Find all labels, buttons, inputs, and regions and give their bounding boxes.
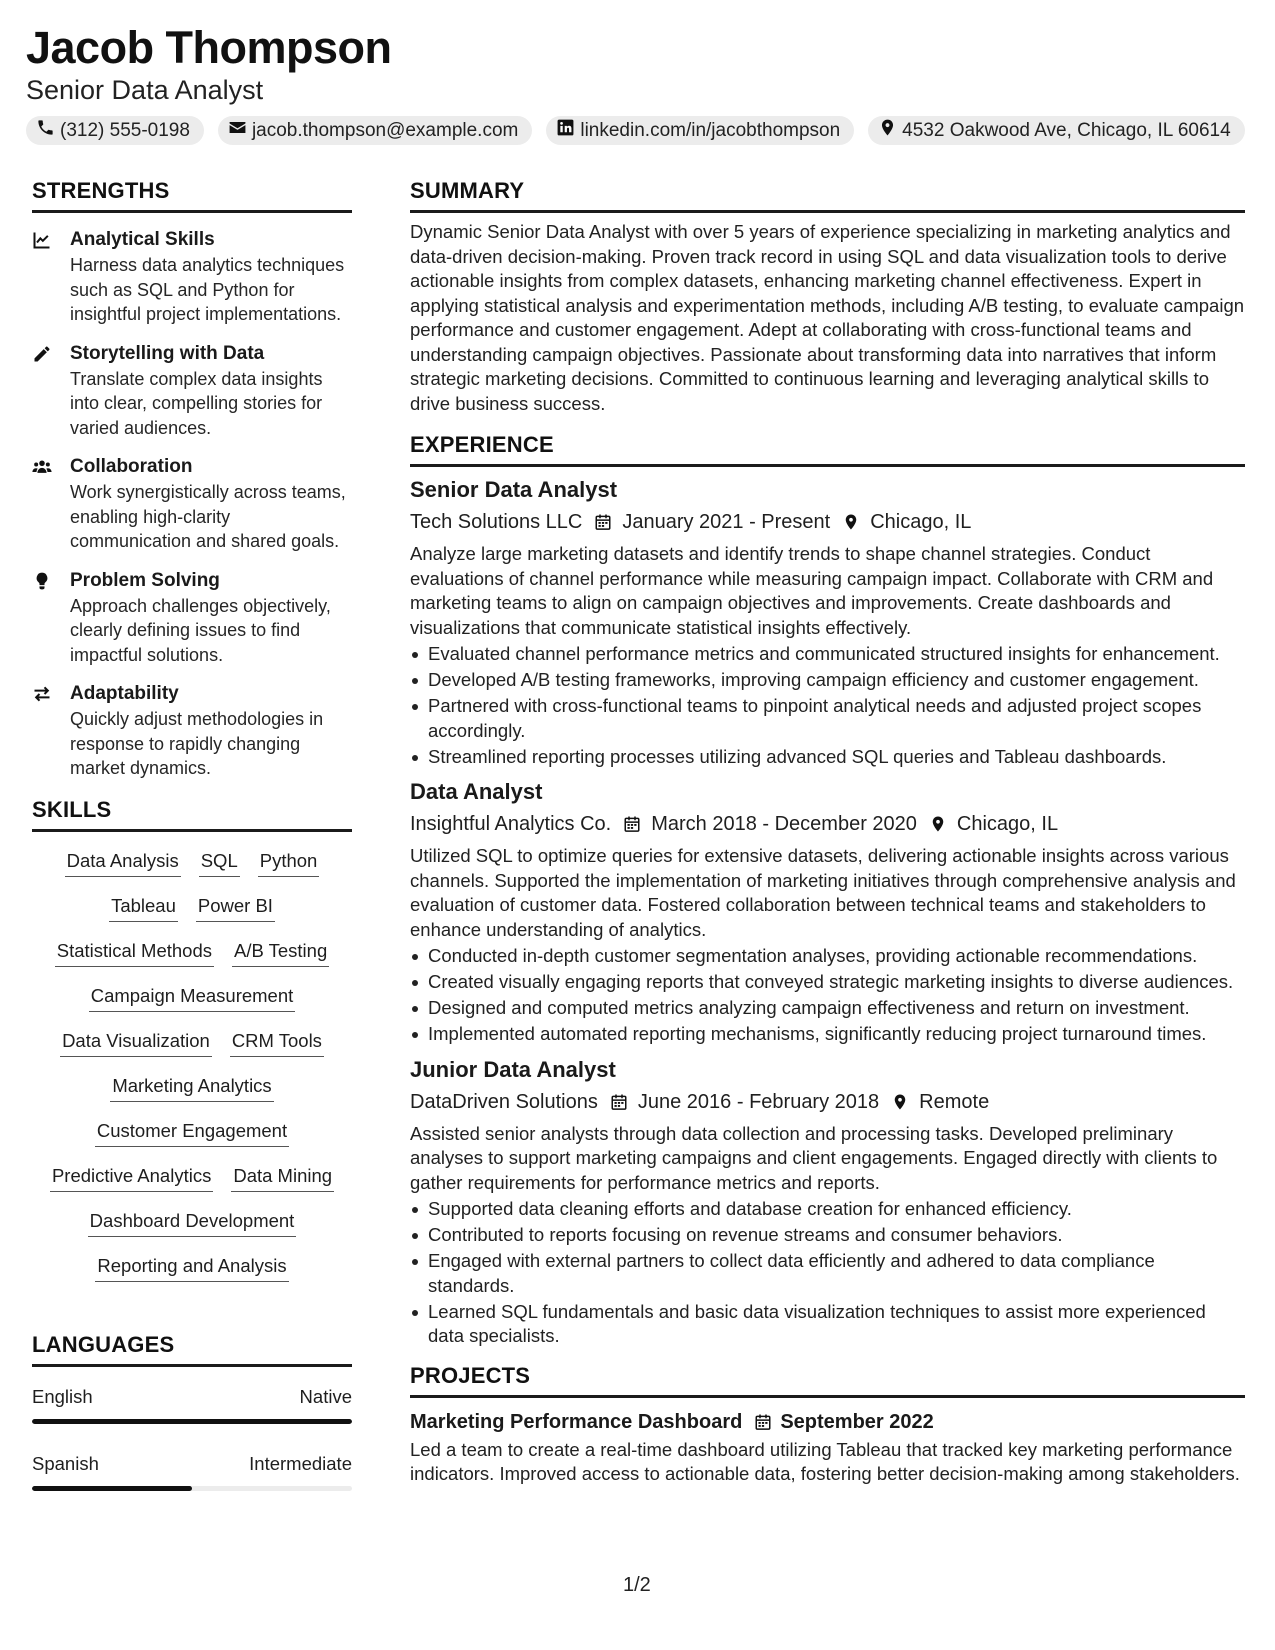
job-description: Assisted senior analysts through data collection and processing tasks. Developed preliminary analyses to support marketing campaigns and client engagements. Engaged directly with clients to gather requirements for performance metrics and reports. <box>410 1122 1218 1193</box>
job-meta <box>410 1087 1245 1117</box>
bullet-item: Designed and computed metrics analyzing campaign effectiveness and return on investment. <box>410 996 1245 1021</box>
job-title: Data Analyst <box>410 779 543 804</box>
job-bullets <box>410 642 1245 769</box>
project-description: Led a team to create a real-time dashboard utilizing Tableau that tracked key marketing performance indicators. Improved access to actionable data, fostering better decision-making among stakeholders. <box>410 1438 1240 1484</box>
job-company: Tech Solutions LLC <box>410 511 583 533</box>
map-pin-icon <box>842 513 860 531</box>
job-location: Remote <box>919 1090 990 1113</box>
skill-tag: A/B Testing <box>232 938 329 967</box>
skill-row <box>50 1159 334 1204</box>
job-title: Senior Data Analyst <box>410 477 618 502</box>
strength-item <box>32 568 352 668</box>
bullet-item: Conducted in-depth customer segmentation analyses, providing actionable recommendations. <box>410 944 1245 969</box>
strength-desc: Work synergistically across teams, enabling high-clarity communication and shared goals. <box>70 482 346 551</box>
skill-tag: Reporting and Analysis <box>95 1253 288 1282</box>
skill-row <box>109 889 275 934</box>
experience-heading: EXPERIENCE <box>410 430 1245 467</box>
job-entry <box>410 475 1245 769</box>
skill-tag: Dashboard Development <box>88 1208 297 1237</box>
bullet-item: Implemented automated reporting mechanisms, significantly reducing project turnaround times. <box>410 1022 1245 1047</box>
skill-row <box>65 844 320 889</box>
skill-tag: Customer Engagement <box>95 1118 289 1147</box>
bullet-item: Streamlined reporting processes utilizing advanced SQL queries and Tableau dashboards. <box>410 745 1245 770</box>
language-level: Native <box>299 1385 352 1407</box>
skill-tag: Data Visualization <box>60 1028 212 1057</box>
pencil-icon <box>32 341 70 441</box>
skill-tag: Predictive Analytics <box>50 1163 213 1192</box>
job-description: Analyze large marketing datasets and identify trends to shape channel strategies. Conduct evaluations of channel performance while measuring campaign impact. Collaborate with CRM and marketing teams to align on campaign objectives and improvements. Create dashboards and visualizations that communicate statistical insights effectively. <box>410 543 1214 638</box>
strength-item <box>32 454 352 554</box>
bullet-item: Evaluated channel performance metrics and communicated structured insights for enhancement. <box>410 642 1245 667</box>
contact-address <box>868 116 1245 145</box>
skill-tag: Data Analysis <box>65 848 181 877</box>
skills-list <box>32 844 352 1294</box>
projects-heading: PROJECTS <box>410 1361 1245 1398</box>
contact-phone-text: (312) 555-0198 <box>60 119 190 141</box>
job-entry <box>410 777 1245 1047</box>
strength-title: Analytical Skills <box>70 229 215 250</box>
job-description: Utilized SQL to optimize queries for extensive datasets, delivering actionable insights across various channels. Supported the implementation of marketing initiatives through comprehensive analysis and evaluation of customer data. Fostered collaboration between technical teams and stakeholders to enhance understanding of analytics. <box>410 845 1236 940</box>
lightbulb-icon <box>32 568 70 668</box>
chart-line-icon <box>32 227 70 327</box>
job-title: Junior Data Analyst <box>410 1056 616 1082</box>
skill-tag: Python <box>258 848 320 877</box>
languages-heading: LANGUAGES <box>32 1330 352 1367</box>
linkedin-icon <box>556 118 575 143</box>
languages-list <box>32 1385 352 1491</box>
project-header <box>410 1408 1245 1436</box>
contact-address-text: 4532 Oakwood Ave, Chicago, IL 60614 <box>902 119 1231 141</box>
skill-row <box>110 1069 273 1114</box>
candidate-name: Jacob Thompson <box>26 22 392 73</box>
page-number: 1/2 <box>623 1574 651 1596</box>
job-bullets <box>410 944 1245 1047</box>
job-location: Chicago, IL <box>870 511 972 533</box>
skill-tag: Statistical Methods <box>55 938 214 967</box>
language-name: Spanish <box>32 1452 99 1474</box>
strength-item <box>32 341 352 441</box>
language-proficiency-fill <box>32 1486 192 1491</box>
strength-title: Adaptability <box>70 683 179 704</box>
language-item <box>32 1452 352 1491</box>
job-bullets <box>410 1197 1245 1349</box>
strength-desc: Translate complex data insights into clear, compelling stories for varied audiences. <box>70 368 323 438</box>
job-dates: March 2018 - December 2020 <box>651 813 917 835</box>
strength-item <box>32 227 352 327</box>
job-dates: June 2016 - February 2018 <box>637 1090 880 1113</box>
strengths-list <box>32 227 352 781</box>
language-proficiency-fill <box>32 1419 352 1424</box>
contact-phone[interactable] <box>26 116 204 145</box>
strength-desc: Quickly adjust methodologies in response to rapidly changing market dynamics. <box>70 709 324 778</box>
users-icon <box>32 454 70 554</box>
map-pin-icon <box>929 815 947 833</box>
map-pin-icon <box>891 1093 909 1111</box>
envelope-icon <box>228 118 247 143</box>
bullet-item: Developed A/B testing frameworks, improving campaign efficiency and customer engagement. <box>410 668 1245 693</box>
calendar-icon <box>623 815 641 833</box>
contact-bar <box>26 116 1249 145</box>
summary-heading: SUMMARY <box>410 176 1245 213</box>
skill-row <box>95 1249 288 1294</box>
skill-tag: Tableau <box>109 893 178 922</box>
project-title: Marketing Performance Dashboard <box>410 1410 743 1433</box>
calendar-icon <box>754 1413 772 1431</box>
skill-row <box>89 979 296 1024</box>
skill-row <box>88 1204 297 1249</box>
map-pin-icon <box>878 118 897 143</box>
job-entry <box>410 1055 1245 1349</box>
project-date: September 2022 <box>780 1410 934 1433</box>
skill-tag: Campaign Measurement <box>89 983 296 1012</box>
strength-desc: Harness data analytics techniques such as SQL and Python for insightful project implementations. <box>70 255 345 324</box>
skill-row <box>55 934 330 979</box>
summary-text: Dynamic Senior Data Analyst with over 5 years of experience specializing in marketing analytics and data-driven decision-making. Proven track record in using SQL and data visualization tools to derive actionable insights from complex datasets, enhancing marketing channel effectiveness. Expert in applying statistical analysis and experimentation methods, including A/B testing, to evaluate campaign performance and customer engagement. Adept at collaborating with cross-functional teams and understanding campaign objectives. Passionate about transforming data into narratives that inform strategic marketing decisions. Committed to continuous learning and leveraging analytical skills to drive business success. <box>410 221 1245 414</box>
language-proficiency-bar <box>32 1486 352 1491</box>
job-company: DataDriven Solutions <box>410 1090 598 1113</box>
strength-title: Problem Solving <box>70 569 220 591</box>
strength-desc: Approach challenges objectively, clearly defining issues to find impactful solutions. <box>70 595 331 665</box>
skill-tag: Marketing Analytics <box>110 1073 273 1102</box>
bullet-item: Created visually engaging reports that conveyed strategic marketing insights to diverse audiences. <box>410 970 1245 995</box>
skill-tag: SQL <box>199 848 240 877</box>
bullet-item: Contributed to reports focusing on revenue streams and consumer behaviors. <box>410 1223 1245 1248</box>
candidate-title: Senior Data Analyst <box>26 75 264 105</box>
language-level: Intermediate <box>249 1452 352 1474</box>
resume-header <box>26 20 1249 145</box>
job-meta <box>410 507 1245 537</box>
left-column <box>32 176 352 1519</box>
contact-linkedin[interactable] <box>546 116 854 145</box>
bullet-item: Partnered with cross-functional teams to pinpoint analytical needs and adjusted project scopes accordingly. <box>410 694 1245 743</box>
contact-linkedin-text: linkedin.com/in/jacobthompson <box>580 119 841 141</box>
bullet-item: Engaged with external partners to collect data efficiently and adhered to data compliance standards. <box>410 1249 1245 1298</box>
job-meta <box>410 809 1245 839</box>
language-proficiency-bar <box>32 1419 352 1424</box>
skills-heading: SKILLS <box>32 795 352 832</box>
strength-title: Collaboration <box>70 456 193 477</box>
calendar-icon <box>594 513 612 531</box>
bullet-item: Learned SQL fundamentals and basic data visualization techniques to assist more experienced data specialists. <box>410 1300 1245 1349</box>
contact-email[interactable] <box>218 116 532 145</box>
job-dates: January 2021 - Present <box>622 511 831 533</box>
project-entry <box>410 1408 1245 1487</box>
strength-title: Storytelling with Data <box>70 342 265 364</box>
skill-tag: Power BI <box>196 893 275 922</box>
language-name: English <box>32 1385 93 1407</box>
phone-icon <box>36 118 55 143</box>
skill-tag: CRM Tools <box>230 1028 324 1057</box>
job-location: Chicago, IL <box>956 813 1059 835</box>
skill-row <box>95 1114 289 1159</box>
right-column <box>410 176 1245 1487</box>
calendar-icon <box>610 1093 628 1111</box>
bullet-item: Supported data cleaning efforts and database creation for enhanced efficiency. <box>410 1197 1245 1222</box>
contact-email-text: jacob.thompson@example.com <box>251 119 519 141</box>
exchange-icon <box>32 681 70 781</box>
job-company: Insightful Analytics Co. <box>410 813 612 835</box>
skill-row <box>60 1024 324 1069</box>
strength-item <box>32 681 352 781</box>
skill-tag: Data Mining <box>231 1163 334 1192</box>
strengths-heading: STRENGTHS <box>32 176 352 213</box>
language-item <box>32 1385 352 1424</box>
